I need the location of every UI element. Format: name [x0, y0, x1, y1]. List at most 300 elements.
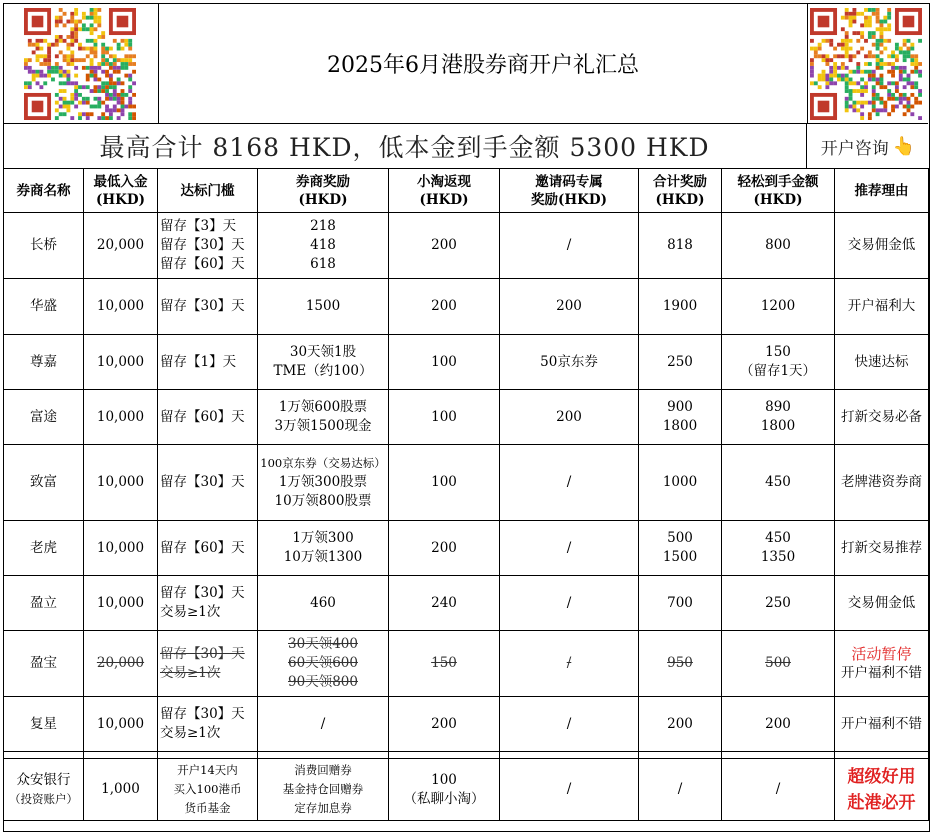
cell-line: 留存【30】天 [160, 706, 245, 722]
qr-module [82, 47, 86, 51]
qr-module [105, 97, 109, 101]
cell-line: 基金持仓回赠券 [282, 782, 364, 796]
qr-module [109, 66, 113, 70]
qr-module [32, 43, 36, 47]
qr-module [28, 43, 32, 47]
qr-module [121, 101, 125, 105]
threshold-cell [158, 697, 258, 752]
qr-code-right[interactable] [810, 8, 922, 120]
qr-finder [32, 101, 44, 113]
qr-module [864, 62, 868, 66]
qr-module [70, 81, 74, 85]
reason-cell [835, 390, 929, 445]
total-reward-cell [639, 697, 722, 752]
qr-module [70, 58, 74, 62]
qr-module [117, 108, 121, 112]
qr-module [887, 27, 891, 31]
cell-text: 900 [667, 399, 693, 415]
qr-module [876, 43, 880, 47]
qr-module [860, 70, 864, 74]
cell-text: 活动暂停 [851, 644, 912, 663]
header-total-reward [639, 169, 722, 213]
qr-module [910, 62, 914, 66]
qr-module [105, 58, 109, 62]
reason-cell [835, 759, 929, 821]
cell-text: 500 [667, 530, 693, 546]
qr-module [822, 70, 826, 74]
cell-text: 1,000 [101, 781, 140, 797]
qr-module [833, 74, 837, 78]
qr-module [28, 39, 32, 43]
qr-module [856, 101, 860, 105]
broker-reward-cell [258, 521, 389, 576]
qr-module [856, 39, 860, 43]
qr-module [849, 105, 853, 109]
qr-module [51, 43, 55, 47]
cell-line: 10万领1300 [283, 549, 363, 565]
qr-module [47, 43, 51, 47]
cell-line: 定存加息券 [294, 801, 352, 815]
qr-module [910, 54, 914, 58]
threshold-cell [158, 445, 258, 521]
qr-module [841, 47, 845, 51]
broker-table [3, 168, 929, 821]
qr-module [876, 66, 880, 70]
qr-module [105, 62, 109, 66]
qr-module [887, 70, 891, 74]
header-invite-reward [500, 169, 639, 213]
qr-module [101, 50, 105, 54]
qr-module [895, 54, 899, 58]
qr-module [810, 70, 814, 74]
qr-module [63, 39, 67, 43]
min-deposit-cell [84, 335, 158, 390]
cashback-cell [389, 697, 500, 752]
threshold-cell [158, 335, 258, 390]
qr-module [66, 101, 70, 105]
qr-module [105, 50, 109, 54]
qr-module [82, 101, 86, 105]
qr-module [109, 78, 113, 82]
qr-module [24, 85, 28, 89]
qr-module [845, 35, 849, 39]
qr-module [86, 39, 90, 43]
qr-module [880, 39, 884, 43]
cell-text: 10,000 [96, 715, 145, 732]
qr-module [876, 78, 880, 82]
qr-module [910, 112, 914, 116]
cashback-cell [389, 335, 500, 390]
qr-module [849, 47, 853, 51]
qr-module [907, 101, 911, 105]
qr-module [810, 39, 814, 43]
qr-module [86, 85, 90, 89]
cell-line: 留存【60】天 [160, 539, 245, 556]
qr-module [74, 58, 78, 62]
qr-module [86, 78, 90, 82]
qr-module [97, 23, 101, 27]
qr-module [818, 85, 822, 89]
qr-module [66, 81, 70, 85]
qr-module [883, 20, 887, 24]
qr-module [852, 8, 856, 12]
qr-module [128, 85, 132, 89]
qr-module [124, 43, 128, 47]
qr-module [28, 81, 32, 85]
min-deposit-cell [84, 390, 158, 445]
invite-reward-cell [500, 759, 639, 821]
cell-line: 200 [765, 715, 791, 732]
cell-text: 200 [431, 237, 457, 253]
broker-reward-cell [258, 279, 389, 335]
qr-module [845, 47, 849, 51]
cell-text: 200 [667, 715, 693, 732]
qr-module [101, 31, 105, 35]
qr-module [109, 81, 113, 85]
cell-text: / [566, 655, 572, 671]
qr-module [74, 89, 78, 93]
qr-module [97, 85, 101, 89]
min-deposit-cell [84, 631, 158, 697]
qr-module [94, 54, 98, 58]
qr-module [876, 54, 880, 58]
qr-module [907, 74, 911, 78]
qr-module [70, 93, 74, 97]
qr-module [82, 23, 86, 27]
qr-module [94, 70, 98, 74]
qr-module [101, 112, 105, 116]
qr-module [849, 39, 853, 43]
invite-reward-cell [500, 390, 639, 445]
qr-module [918, 74, 922, 78]
broker-name-cell [4, 445, 84, 521]
qr-module [70, 35, 74, 39]
cell-line: 交易≥1次 [160, 664, 221, 681]
broker-reward-cell [258, 335, 389, 390]
qr-module [59, 39, 63, 43]
qr-module [814, 50, 818, 54]
qr-module [880, 66, 884, 70]
qr-module [910, 47, 914, 51]
qr-module [101, 116, 105, 120]
qr-module [66, 62, 70, 66]
qr-module [105, 89, 109, 93]
qr-module [86, 97, 90, 101]
qr-module [837, 66, 841, 70]
qr-module [74, 23, 78, 27]
qr-module [59, 50, 63, 54]
qr-module [124, 39, 128, 43]
qr-module [90, 31, 94, 35]
qr-module [47, 47, 51, 51]
qr-module [59, 97, 63, 101]
qr-module [47, 70, 51, 74]
qr-module [914, 97, 918, 101]
qr-module [63, 112, 67, 116]
qr-module [117, 43, 121, 47]
qr-module [105, 93, 109, 97]
cell-line: 消费回赠券 [294, 763, 352, 777]
qr-module [868, 8, 872, 12]
cell-text: 开户福利不错 [841, 664, 922, 681]
qr-module [70, 50, 74, 54]
qr-module [907, 50, 911, 54]
qr-module [880, 20, 884, 24]
qr-module [43, 74, 47, 78]
qr-module [90, 39, 94, 43]
total-reward-cell [639, 521, 722, 576]
broker-name-cell [4, 390, 84, 445]
qr-module [90, 23, 94, 27]
qr-module [845, 54, 849, 58]
page-title [158, 3, 808, 123]
qr-module [101, 89, 105, 93]
summary-text: 最高合计 8168 HKD，低本金到手金额 5300 HKD [99, 133, 710, 162]
qr-module [876, 97, 880, 101]
qr-module [109, 47, 113, 51]
qr-module [28, 85, 32, 89]
qr-module [907, 47, 911, 51]
qr-module [70, 16, 74, 20]
cell-text: 1000 [662, 474, 698, 490]
qr-module [903, 66, 907, 70]
qr-module [94, 66, 98, 70]
qr-module [59, 66, 63, 70]
qr-module [856, 70, 860, 74]
qr-module [128, 74, 132, 78]
qr-module [47, 58, 51, 62]
qr-module [82, 112, 86, 116]
table-row [4, 697, 929, 752]
qr-module [903, 85, 907, 89]
total-reward-cell [639, 631, 722, 697]
qr-module [825, 39, 829, 43]
broker-name-cell [4, 335, 84, 390]
qr-module [876, 62, 880, 66]
qr-module [868, 101, 872, 105]
qr-module [74, 74, 78, 78]
cashback-cell [389, 445, 500, 521]
qr-module [121, 97, 125, 101]
qr-module [101, 85, 105, 89]
qr-module [829, 81, 833, 85]
qr-finder [818, 16, 830, 28]
header-line: 券商奖励 [296, 173, 350, 190]
qr-module [899, 66, 903, 70]
qr-module [90, 74, 94, 78]
spacer-cell [639, 752, 722, 759]
cell-line: 90天领800 [288, 674, 358, 690]
cell-text: 700 [667, 594, 693, 611]
qr-module [872, 31, 876, 35]
qr-module [132, 70, 136, 74]
qr-module [82, 16, 86, 20]
qr-module [86, 54, 90, 58]
qr-module [90, 112, 94, 116]
qr-module [918, 116, 922, 120]
qr-module [845, 12, 849, 16]
cell-line: 货币基金 [184, 801, 231, 815]
title-text: 2025年6月港股券商开户礼汇总 [327, 52, 639, 78]
qr-module [845, 66, 849, 70]
qr-module [121, 66, 125, 70]
qr-module [864, 23, 868, 27]
qr-module [86, 47, 90, 51]
qr-module [860, 112, 864, 116]
qr-module [63, 70, 67, 74]
qr-module [55, 23, 59, 27]
total-reward-cell [639, 759, 722, 821]
broker-name-cell [4, 631, 84, 697]
qr-module [43, 54, 47, 58]
qr-module [856, 62, 860, 66]
qr-module [849, 20, 853, 24]
qr-module [899, 50, 903, 54]
qr-module [59, 70, 63, 74]
qr-module [903, 105, 907, 109]
reason-cell [835, 335, 929, 390]
qr-module [918, 39, 922, 43]
easy-amount-cell [722, 576, 835, 631]
qr-module [810, 58, 814, 62]
header-line: 小淘返现 [417, 173, 471, 190]
cell-line: 10万领800股票 [274, 493, 372, 509]
qr-module [845, 39, 849, 43]
qr-module [868, 74, 872, 78]
cell-line: 450 [765, 474, 791, 490]
qr-module [876, 12, 880, 16]
qr-module [70, 20, 74, 24]
qr-module [880, 35, 884, 39]
qr-module [864, 39, 868, 43]
qr-module [899, 93, 903, 97]
cell-text: 250 [667, 353, 693, 370]
qr-module [818, 47, 822, 51]
cell-text: 20,000 [96, 237, 145, 253]
qr-module [90, 16, 94, 20]
qr-module [852, 31, 856, 35]
qr-module [876, 8, 880, 12]
qr-module [914, 101, 918, 105]
qr-module [829, 43, 833, 47]
cashback-cell [389, 279, 500, 335]
threshold-cell [158, 390, 258, 445]
cell-line: 218 [310, 218, 336, 234]
table-row [4, 521, 929, 576]
spacer-cell [835, 752, 929, 759]
broker-name-cell [4, 521, 84, 576]
qr-module [117, 116, 121, 120]
qr-module [70, 97, 74, 101]
qr-module [895, 66, 899, 70]
cell-text: 200 [431, 539, 457, 556]
qr-finder [818, 101, 830, 113]
qr-module [918, 70, 922, 74]
cell-text: 快速达标 [854, 353, 909, 370]
qr-module [825, 62, 829, 66]
qr-module [109, 85, 113, 89]
qr-module [128, 62, 132, 66]
qr-module [94, 27, 98, 31]
qr-module [113, 62, 117, 66]
spacer-cell [158, 752, 258, 759]
cell-text: 10,000 [96, 594, 145, 611]
qr-module [895, 43, 899, 47]
qr-module [883, 101, 887, 105]
table-row [4, 279, 929, 335]
qr-module [90, 66, 94, 70]
header-line: (HKD) [753, 191, 803, 208]
qr-module [74, 12, 78, 16]
cell-text: 100 [431, 771, 457, 788]
qr-module [876, 108, 880, 112]
invite-reward-cell [500, 213, 639, 279]
consult-button[interactable] [806, 124, 929, 168]
qr-module [883, 105, 887, 109]
qr-module [90, 47, 94, 51]
qr-module [899, 70, 903, 74]
qr-module [109, 108, 113, 112]
qr-module [849, 16, 853, 20]
qr-module [59, 89, 63, 93]
qr-module [36, 74, 40, 78]
qr-module [101, 35, 105, 39]
cell-text: 10,000 [96, 298, 145, 314]
cell-text: 240 [431, 594, 457, 611]
qr-module [833, 62, 837, 66]
qr-module [868, 35, 872, 39]
qr-module [860, 35, 864, 39]
qr-module [910, 70, 914, 74]
qr-module [887, 89, 891, 93]
header-min-deposit [84, 169, 158, 213]
qr-module [66, 74, 70, 78]
qr-module [918, 93, 922, 97]
broker-name-cell [4, 213, 84, 279]
qr-module [841, 66, 845, 70]
qr-module [113, 89, 117, 93]
qr-module [39, 62, 43, 66]
broker-reward-cell [258, 390, 389, 445]
qr-module [825, 85, 829, 89]
qr-module [128, 97, 132, 101]
qr-module [883, 27, 887, 31]
qr-finder [117, 16, 129, 28]
qr-module [101, 70, 105, 74]
qr-module [833, 47, 837, 51]
qr-module [97, 101, 101, 105]
qr-module [55, 35, 59, 39]
qr-module [864, 81, 868, 85]
qr-module [128, 58, 132, 62]
qr-module [895, 89, 899, 93]
qr-module [845, 97, 849, 101]
cell-line: / [320, 715, 326, 732]
qr-module [86, 101, 90, 105]
qr-module [82, 66, 86, 70]
qr-module [70, 39, 74, 43]
cell-line: 1万领600股票 [278, 399, 368, 415]
qr-code-left[interactable] [24, 8, 136, 120]
qr-module [876, 47, 880, 51]
qr-module [90, 12, 94, 16]
qr-module [872, 108, 876, 112]
qr-module [109, 116, 113, 120]
table-row [4, 335, 929, 390]
qr-module [59, 16, 63, 20]
cell-line: 交易≥1次 [160, 604, 221, 620]
qr-module [63, 89, 67, 93]
